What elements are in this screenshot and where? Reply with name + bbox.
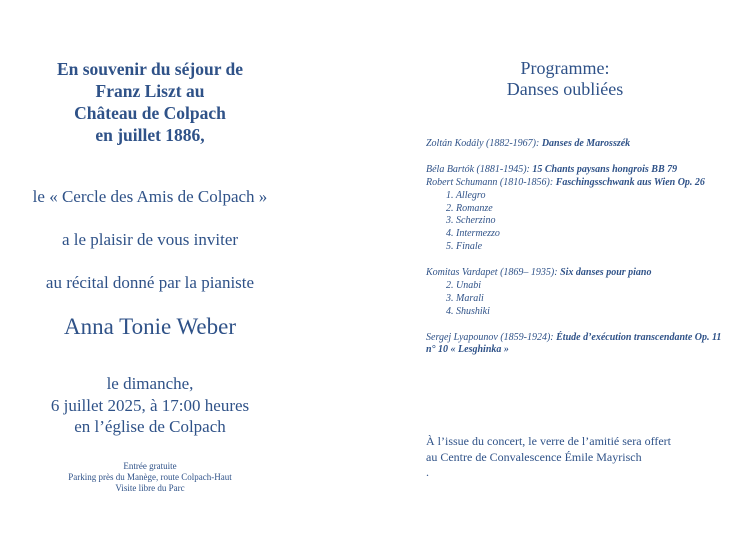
- place-line: en l’église de Colpach: [74, 417, 226, 436]
- programme-subtitle: Danses oubliées: [506, 79, 624, 99]
- practical-line: Visite libre du Parc: [115, 483, 185, 493]
- movement-item: 3. Marali: [446, 292, 484, 304]
- practical-line: Parking près du Manège, route Colpach-Haut: [68, 472, 232, 482]
- date-line: 6 juillet 2025, à 17:00 heures: [50, 395, 250, 415]
- title-line: en juillet 1886,: [95, 125, 205, 145]
- date-line: le dimanche,: [106, 374, 194, 393]
- movement-list: [426, 280, 726, 319]
- programme-entry: [426, 138, 726, 151]
- work-title: 15 Chants paysans hongrois BB 79: [532, 163, 678, 175]
- invite-line: a le plaisir de vous inviter: [61, 230, 239, 249]
- composer-name: Zoltán Kodály (1882-1967):: [426, 138, 540, 149]
- commemoration-title: [0, 58, 300, 146]
- movement-item: 5. Finale: [446, 241, 483, 253]
- programme-header: [426, 58, 704, 100]
- work-title: Faschingsschwank aus Wien Op. 26: [555, 176, 705, 188]
- work-title: Six danses pour piano: [560, 267, 652, 279]
- artist-name: Anna Tonie Weber: [64, 314, 236, 339]
- movement-item: 2. Romanze: [446, 202, 493, 214]
- date-place: [0, 373, 300, 438]
- movement-item: 1. Allegro: [446, 189, 486, 201]
- composer-name: Robert Schumann (1810-1856):: [426, 176, 554, 188]
- movement-item: 4. Shushiki: [446, 305, 490, 317]
- movement-item: 2. Unabi: [446, 279, 481, 291]
- programme-entry: [426, 267, 726, 319]
- movement-item: 4. Intermezzo: [446, 228, 500, 240]
- practical-info: [0, 461, 300, 494]
- practical-line: Entrée gratuite: [123, 461, 177, 471]
- note-line: au Centre de Convalescence Émile Mayrisch: [426, 449, 642, 464]
- title-line: Franz Liszt au: [95, 81, 205, 101]
- after-concert-note: [426, 434, 726, 481]
- composer-name: Béla Bartók (1881-1945):: [426, 163, 530, 175]
- title-line: Château de Colpach: [74, 103, 226, 123]
- work-title: Étude d’exécution transcendante Op. 11 n° 10 « Lesghinka »: [426, 331, 722, 356]
- programme-list: [426, 138, 726, 357]
- programme-entry: [426, 332, 726, 358]
- movement-list: [426, 190, 726, 255]
- work-title: Danses de Marosszék: [541, 138, 631, 149]
- composer-name: Sergej Lyapounov (1859-1924):: [426, 331, 554, 343]
- programme-heading: Programme:: [520, 58, 610, 78]
- movement-item: 3. Scherzino: [446, 215, 496, 227]
- recital-line: au récital donné par la pianiste: [45, 273, 255, 292]
- note-line: .: [426, 465, 429, 479]
- programme-entry: [426, 164, 726, 177]
- composer-name: Komitas Vardapet (1869– 1935):: [426, 267, 558, 279]
- title-line: En souvenir du séjour de: [56, 59, 244, 79]
- note-line: À l’issue du concert, le verre de l’amitié sera offert: [426, 434, 672, 448]
- programme-entry: [426, 177, 726, 254]
- host-line: le « Cercle des Amis de Colpach »: [32, 187, 268, 206]
